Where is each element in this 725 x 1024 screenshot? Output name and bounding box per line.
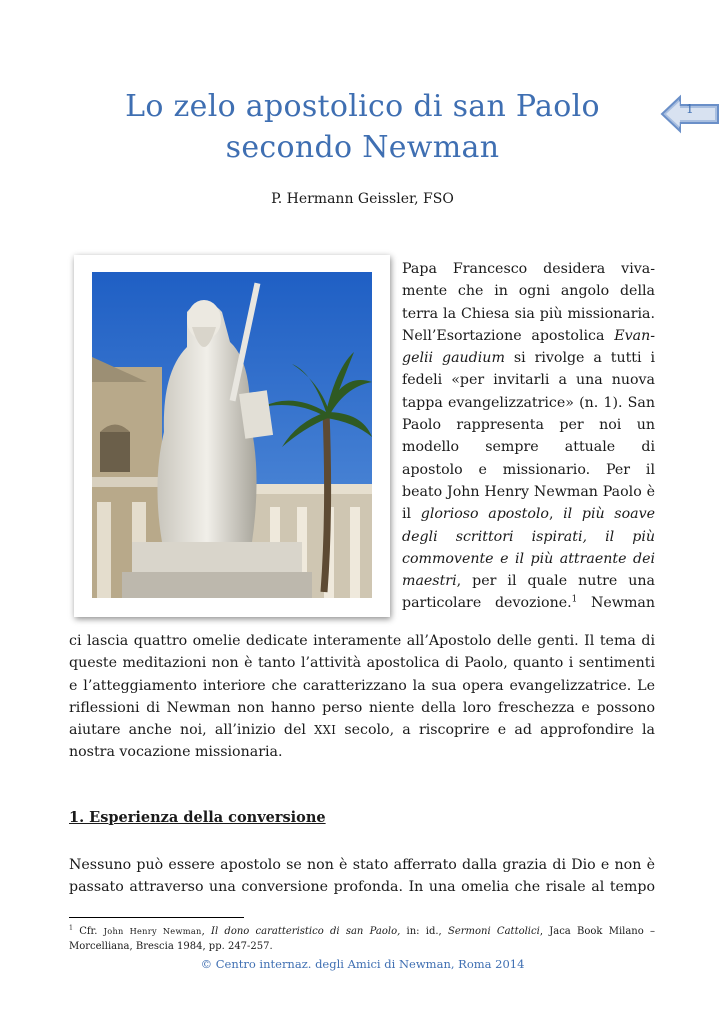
footnote-separator bbox=[69, 917, 244, 918]
figure-frame bbox=[74, 255, 390, 617]
text-line: e l’atteggiamento interiore che caratterizzano la sua opera evangelizzatrice. Le bbox=[69, 677, 655, 694]
text-line: modello sempre attuale di bbox=[402, 439, 655, 456]
document-title bbox=[90, 86, 635, 168]
italic-text: maestri bbox=[402, 573, 457, 590]
footnote-separator-comma: , bbox=[201, 926, 205, 937]
footnote-number: 1 bbox=[69, 924, 73, 932]
page-number-badge bbox=[660, 94, 720, 134]
text-line: Newman bbox=[590, 595, 655, 612]
text-line: , per il quale nutre una bbox=[456, 573, 655, 590]
text-line: terra la Chiesa sia più missionaria. bbox=[402, 305, 655, 322]
text-line: ci lascia quattro omelie dedicate interamente all’Apostolo delle genti. Il tema di bbox=[69, 633, 655, 649]
footnote-in: in: id., bbox=[406, 926, 442, 937]
footnote bbox=[69, 924, 655, 954]
italic-text: Evan- bbox=[614, 327, 656, 344]
text-line: particolare devozione. bbox=[402, 595, 572, 612]
intro-paragraph-side bbox=[402, 258, 655, 615]
century-numeral: XXI bbox=[314, 723, 337, 738]
statue-illustration bbox=[92, 272, 372, 598]
italic-text: il più soave bbox=[563, 506, 655, 523]
title-line-2: secondo Newman bbox=[225, 130, 500, 165]
text-line: beato John Henry Newman Paolo è bbox=[402, 483, 655, 500]
text-line: Nell’Esortazione apostolica bbox=[402, 327, 605, 344]
section-paragraph bbox=[69, 854, 655, 899]
footnote-publisher-line-2: Morcelliana, Brescia 1984, pp. 247-257. bbox=[69, 941, 273, 952]
page-number: 1 bbox=[686, 102, 694, 116]
text-line: aiutare anche noi, all’inizio del bbox=[69, 722, 306, 739]
text-line: nostra vocazione missionaria. bbox=[69, 744, 283, 761]
italic-text: commovente e il più attraente dei bbox=[402, 550, 655, 567]
footnote-author: John Henry Newman bbox=[103, 926, 202, 936]
text-line: tappa evangelizzatrice» (n. 1). San bbox=[402, 394, 655, 411]
text-line: , bbox=[548, 506, 554, 523]
italic-text: degli scrittori ispirati, il più bbox=[402, 528, 655, 545]
text-line: mente che in ogni angolo della bbox=[402, 283, 655, 300]
title-line-1: Lo zelo apostolico di san Paolo bbox=[125, 89, 600, 124]
text-line: fedeli «per invitarli a una nuova bbox=[402, 372, 655, 389]
text-line: Papa Francesco desidera viva- bbox=[402, 261, 655, 277]
text-line: riflessioni di Newman non hanno perso niente della loro freschezza e possono bbox=[69, 699, 655, 716]
footnote-collection: Sermoni Cattolici bbox=[448, 926, 540, 937]
text-line: secolo, a riscoprire e ad approfondire la bbox=[344, 722, 656, 739]
statue-photo bbox=[92, 272, 372, 598]
text-line: il bbox=[402, 506, 412, 523]
text-line: Nessuno può essere apostolo se non è stato afferrato dalla grazia di Dio e non è bbox=[69, 857, 655, 873]
text-line: si rivolge a tutti i bbox=[513, 350, 655, 367]
text-line: apostolo e missionario. Per il bbox=[402, 461, 655, 478]
footnote-cfr: Cfr. bbox=[79, 926, 98, 937]
italic-text: gelii gaudium bbox=[402, 350, 505, 367]
footnote-publisher: , Jaca Book Milano – bbox=[539, 926, 656, 937]
text-line: Paolo rappresenta per noi un bbox=[402, 417, 655, 434]
footnote-marker: 1 bbox=[571, 594, 578, 605]
text-line: queste meditazioni non è tanto l’attività apostolica di Paolo, quanto i sentimenti bbox=[69, 655, 655, 672]
page-footer: © Centro internaz. degli Amici di Newman, Roma 2014 bbox=[200, 957, 525, 971]
text-line: passato attraverso una conversione profonda. In una omelia che risale al tempo bbox=[69, 879, 655, 896]
footnote-work: Il dono caratteristico di san Paolo, bbox=[211, 926, 401, 937]
section-heading: 1. Esperienza della conversione bbox=[69, 809, 326, 826]
author-line: P. Hermann Geissler, FSO bbox=[271, 191, 454, 207]
italic-text: glorioso apostolo bbox=[420, 506, 549, 523]
intro-paragraph-full bbox=[69, 630, 655, 764]
